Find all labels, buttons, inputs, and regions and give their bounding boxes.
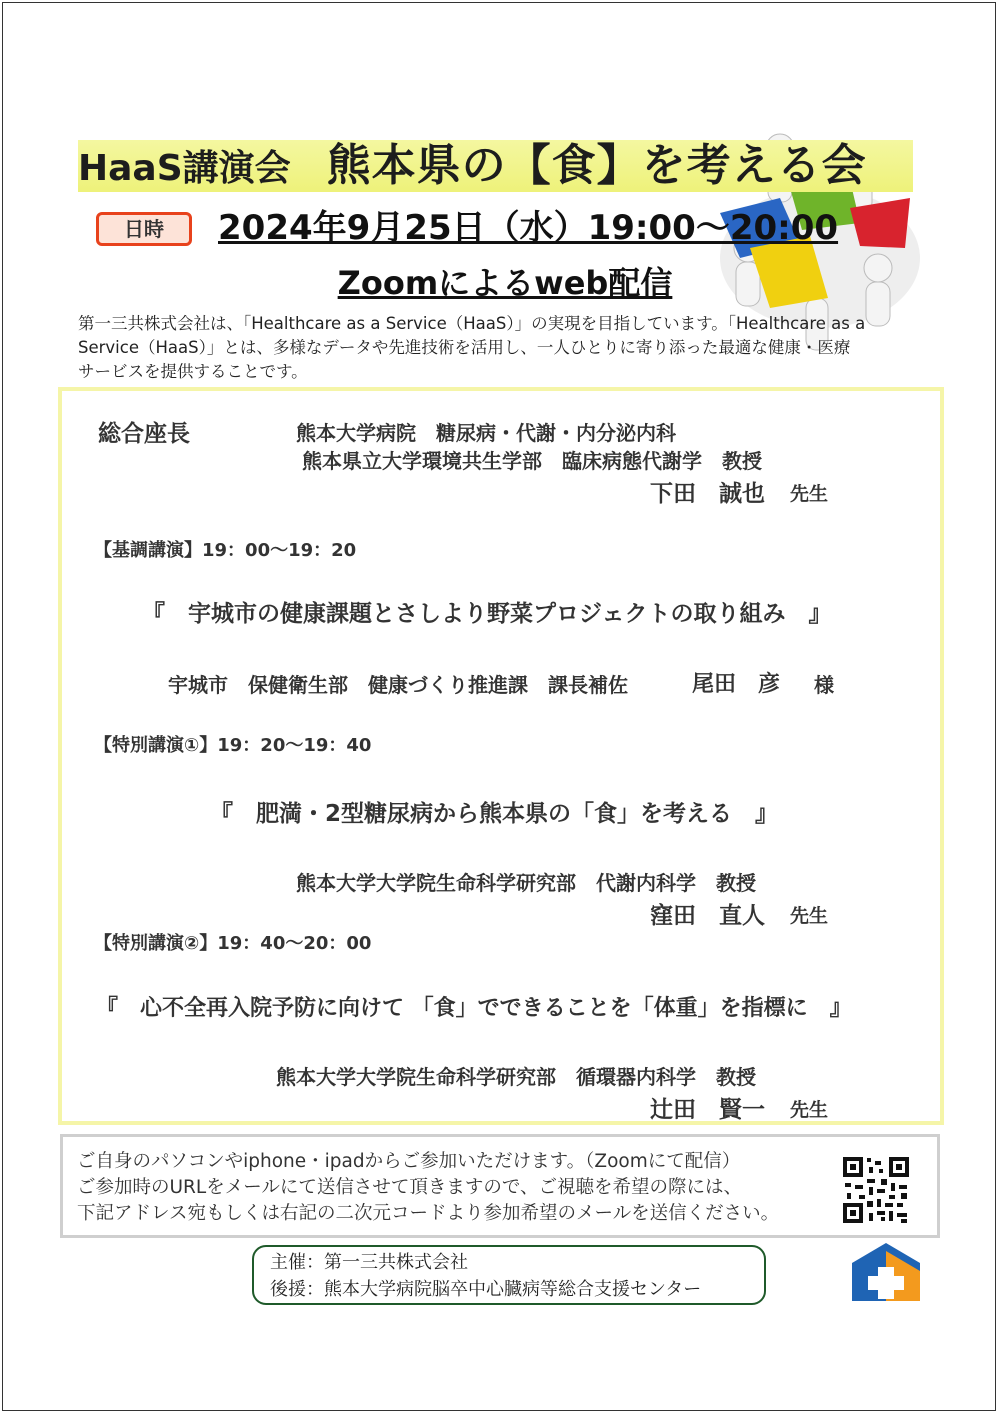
- intro-line: サービスを提供することです。: [78, 362, 308, 381]
- special1-speaker-name: 窪田 直人: [650, 903, 765, 929]
- host-line: 主催：第一三共株式会社: [270, 1252, 468, 1273]
- chair-affiliation: 熊本大学病院 糖尿病・代謝・内分泌内科: [296, 421, 676, 445]
- participation-info: [60, 1134, 940, 1238]
- keynote-speaker-name: 尾田 彦: [692, 672, 781, 697]
- honorific: 先生: [790, 905, 829, 927]
- special1-affiliation: 熊本大学大学院生命科学研究部 代謝内科学 教授: [296, 871, 756, 895]
- qr-code-icon[interactable]: [841, 1155, 911, 1225]
- special2-affiliation: 熊本大学大学院生命科学研究部 循環器内科学 教授: [276, 1065, 756, 1089]
- special2-speaker-name: 辻田 賢一: [650, 1097, 765, 1123]
- intro-line: Service（HaaS）」とは、多様なデータや先進技術を活用し、一人ひとりに寄り添った最適な健康・医療: [78, 338, 851, 357]
- medical-cross-logo-icon: [852, 1243, 920, 1301]
- intro-paragraph: [78, 312, 908, 384]
- date-badge: 日時: [96, 212, 192, 246]
- delivery-method: Zoomによるweb配信: [337, 264, 673, 302]
- info-line: ご参加時のURLをメールにて送信させて頂きますので、ご視聴を希望の際には、: [77, 1177, 742, 1198]
- special1-label: 【特別講演①】19：20～19：40: [94, 735, 372, 756]
- honorific: 先生: [790, 1099, 829, 1121]
- info-line: 下記アドレス宛もしくは右記の二次元コードより参加希望のメールを送信ください。: [77, 1203, 780, 1224]
- keynote-label: 【基調講演】19：00～19：20: [94, 540, 357, 561]
- special2-label: 【特別講演②】19：40～20：00: [94, 933, 372, 954]
- title-main: 熊本県の【食】を考える会: [326, 140, 867, 191]
- support-line: 後援：熊本大学病院脳卒中心臓病等総合支援センター: [270, 1279, 702, 1300]
- special2-title: 『 心不全再入院予防に向けて 「食」でできることを「体重」を指標に 』: [96, 996, 852, 1021]
- program-box: [58, 387, 944, 1125]
- honorific: 先生: [790, 483, 829, 505]
- title-prefix: HaaS講演会: [78, 148, 291, 189]
- event-title: [78, 140, 913, 192]
- chair-name: 下田 誠也: [650, 481, 765, 507]
- special1-title: 『 肥満・2型糖尿病から熊本県の「食」を考える 』: [210, 801, 779, 827]
- keynote-title: 『 宇城市の健康課題とさしより野菜プロジェクトの取り組み 』: [142, 601, 832, 627]
- chair-label: 総合座長: [98, 421, 190, 447]
- organizer-box: [252, 1245, 766, 1305]
- event-datetime: 2024年9月25日（水）19:00～20:00: [218, 208, 839, 248]
- chair-affiliation: 熊本県立大学環境共生学部 臨床病態代謝学 教授: [302, 449, 762, 473]
- keynote-speaker-affiliation: 宇城市 保健衛生部 健康づくり推進課 課長補佐: [168, 673, 628, 697]
- intro-line: 第一三共株式会社は、「Healthcare as a Service（HaaS）」の実現を目指しています。「Healthcare as a: [78, 314, 866, 333]
- info-line: ご自身のパソコンやiphone・ipadからご参加いただけます。（Zoomにて配信）: [77, 1151, 741, 1172]
- honorific: 様: [814, 673, 834, 697]
